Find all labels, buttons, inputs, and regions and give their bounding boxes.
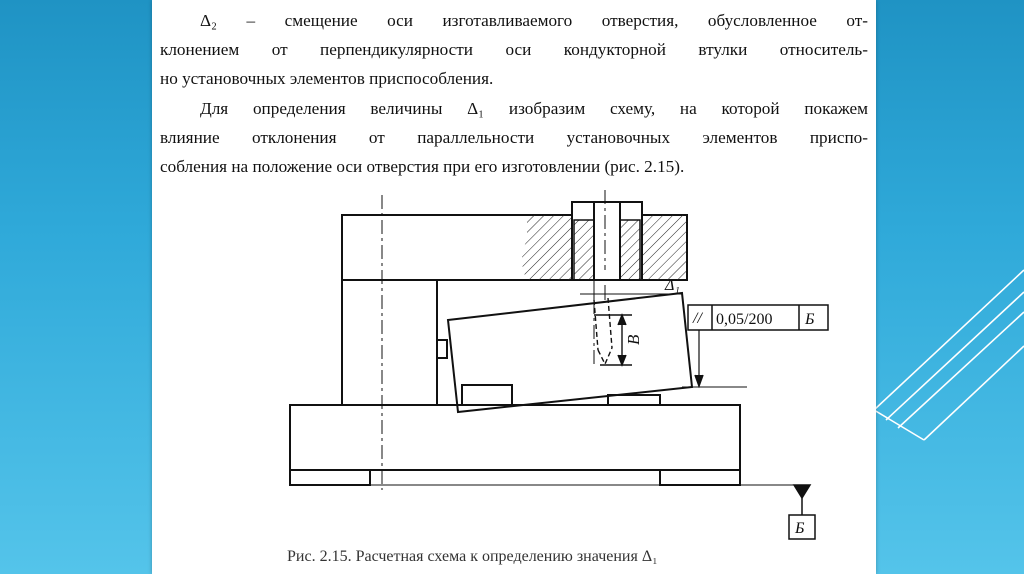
text-line: клонением от перпендикулярности оси кондукторной втулки относитель-	[160, 40, 868, 59]
text-line: собления на положение оси отверстия при его изготовлении (рис. 2.15).	[160, 157, 685, 176]
paragraph-delta1	[160, 94, 868, 181]
figure-caption: Рис. 2.15. Расчетная схема к определению значения Δ₁	[287, 548, 658, 565]
datum-label: Б	[795, 520, 805, 537]
dimension-b-label: В	[624, 334, 643, 345]
text-line: влияние отклонения от параллельности установочных элементов приспо-	[160, 128, 868, 147]
parallelism-symbol: //	[693, 310, 702, 327]
document-page	[152, 0, 876, 574]
tolerance-value: 0,05/200	[716, 311, 773, 328]
fixture-schematic	[282, 190, 862, 545]
text-line: но установочных элементов приспособления.	[160, 69, 494, 88]
text-line: Δ₂ – смещение оси изготавливаемого отверстия, обусловленное от-	[200, 11, 868, 30]
delta1-label: Δ₁	[665, 277, 680, 294]
paragraph-delta2	[160, 6, 868, 93]
decorative-stripes	[864, 250, 1024, 450]
base-plate	[290, 405, 740, 470]
vertical-post	[342, 280, 437, 405]
tolerance-datum: Б	[805, 311, 815, 328]
text-line: Для определения величины Δ₁ изобразим схему, на которой покажем	[200, 99, 868, 118]
